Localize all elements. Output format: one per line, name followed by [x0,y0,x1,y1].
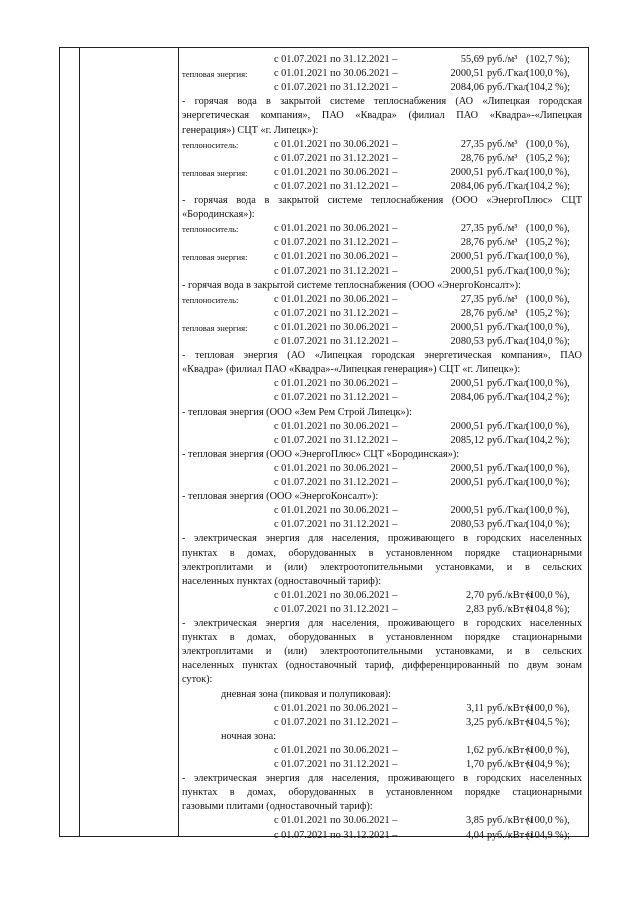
date-to: по 31.12.2021 – [327,265,398,277]
tariff-unit: руб./Гкал [487,82,529,94]
tariff-percent: (105,2 %); [526,237,571,249]
date-to: по 30.06.2021 – [327,462,398,474]
tariff-unit: руб./м³ [487,293,518,305]
tariff-percent: (104,8 %); [526,603,571,615]
tariff-value: 2000,51 [450,166,484,178]
tariff-value: 2000,51 [450,477,484,488]
tariff-percent: (100,0 %), [526,589,570,601]
tariff-percent: (102,7 %); [526,54,571,65]
row-label: теплоноситель: [182,224,239,235]
date-to: по 30.06.2021 – [327,251,398,263]
date-to: по 31.12.2021 – [327,152,398,164]
date-to: по 31.12.2021 – [327,82,398,94]
tariff-unit: руб./кВт·ч [487,716,533,728]
zone-heading: ночная зона: [221,730,277,742]
tariff-percent: (100,0 %), [526,702,570,714]
section-heading-line: - электрическая энергия для населения, проживающего в городских населенных [182,533,582,545]
tariff-unit: руб./м³ [487,152,518,164]
date-range: с 01.01.2021 по 30.06.2021 – [274,293,398,305]
tariff-unit: руб./Гкал [487,166,529,178]
tariff-unit: руб./м³ [487,54,518,65]
date-to: по 30.06.2021 – [327,293,398,305]
section-heading-line: «Квадра» (филиал ПАО «Квадра»-«Липецкая генерация») СЦТ «г. Липецк»): [182,364,521,376]
date-to: по 31.12.2021 – [327,829,398,841]
date-range: с 01.07.2021 по 31.12.2021 – [274,603,398,615]
tariff-percent: (100,0 %), [526,251,570,263]
section-heading-line: - горячая вода в закрытой системе теплоснабжения (ООО «ЭнергоПлюс» СЦТ [182,195,582,206]
table-border-right [588,47,589,837]
section-heading-line: - тепловая энергия (ООО «ЭнергоПлюс» СЦТ «Бородинская»): [182,448,460,460]
date-range: с 01.07.2021 по 31.12.2021 – [274,716,398,728]
date-range: с 01.01.2021 по 30.06.2021 – [274,702,398,714]
tariff-value: 28,76 [460,152,484,164]
date-to: по 31.12.2021 – [327,392,398,404]
date-to: по 30.06.2021 – [327,589,398,601]
row-label: теплоноситель: [182,294,239,305]
tariff-percent: (105,2 %); [526,152,571,164]
section-heading-line: электроплитами и (или) электроотопительными установками, и в сельских [182,646,582,658]
tariff-percent: (104,0 %); [526,336,571,347]
tariff-percent: (104,2 %); [526,392,571,404]
row-label: тепловая энергия: [182,322,248,333]
tariff-unit: руб./кВт·ч [487,702,533,714]
tariff-percent: (100,0 %), [526,505,570,517]
tariff-unit: руб./кВт·ч [487,744,533,756]
date-range: с 01.07.2021 по 31.12.2021 – [274,434,398,446]
date-range: с 01.07.2021 по 31.12.2021 – [274,477,398,488]
tariff-percent: (100,0 %), [526,166,570,178]
tariff-percent: (100,0 %), [526,293,570,305]
date-range: с 01.07.2021 по 31.12.2021 – [274,336,398,347]
date-range: с 01.07.2021 по 31.12.2021 – [274,237,398,249]
tariff-unit: руб./Гкал [487,519,529,531]
date-to: по 30.06.2021 – [327,223,398,235]
section-heading-line: - тепловая энергия (АО «Липецкая городская энергетическая компания», ПАО [182,350,582,362]
tariff-value: 1,62 [465,744,484,756]
tariff-percent: (100,0 %), [526,68,570,80]
tariff-unit: руб./кВт·ч [487,829,533,841]
date-to: по 30.06.2021 – [327,815,398,827]
zone-heading: дневная зона (пиковая и полупиковая): [221,688,391,700]
tariff-percent: (104,9 %); [526,829,571,841]
date-range: с 01.07.2021 по 31.12.2021 – [274,54,398,65]
date-range: с 01.01.2021 по 30.06.2021 – [274,166,398,178]
tariff-value: 2000,51 [450,68,484,80]
date-to: по 31.12.2021 – [327,54,398,65]
tariff-percent: (100,0 %), [526,420,570,432]
date-to: по 31.12.2021 – [327,519,398,531]
section-heading-line: газовыми плитами (одноставочный тариф): [182,801,373,813]
date-range: с 01.07.2021 по 31.12.2021 – [274,829,398,841]
tariff-unit: руб./Гкал [487,336,529,347]
date-range: с 01.01.2021 по 30.06.2021 – [274,462,398,474]
tariff-value: 2080,53 [450,336,484,347]
tariff-percent: (100,0 %), [526,378,570,390]
section-heading-line: населенных пунктах (одноставочный тариф): [182,575,382,587]
date-to: по 31.12.2021 – [327,434,398,446]
date-to: по 31.12.2021 – [327,716,398,728]
tariff-unit: руб./м³ [487,307,518,319]
section-heading-line: - тепловая энергия (ООО «Зем Рем Строй Липецк»): [182,406,412,418]
tariff-value: 27,35 [460,293,484,305]
date-range: с 01.01.2021 по 30.06.2021 – [274,815,398,827]
section-heading-line: генерация») СЦТ «г. Липецк»): [182,124,319,136]
date-to: по 31.12.2021 – [327,307,398,319]
date-to: по 30.06.2021 – [327,420,398,432]
tariff-unit: руб./кВт·ч [487,603,533,615]
date-to: по 30.06.2021 – [327,378,398,390]
tariff-percent: (100,0 %), [526,223,570,235]
tariff-percent: (104,0 %); [526,519,571,531]
tariff-unit: руб./Гкал [487,378,529,390]
tariff-percent: (104,2 %); [526,434,571,446]
date-to: по 30.06.2021 – [327,505,398,517]
date-to: по 30.06.2021 – [327,166,398,178]
date-range: с 01.07.2021 по 31.12.2021 – [274,265,398,277]
date-range: с 01.01.2021 по 30.06.2021 – [274,744,398,756]
tariff-row [182,828,586,844]
tariff-value: 2000,51 [450,378,484,390]
tariff-unit: руб./Гкал [487,462,529,474]
date-range: с 01.01.2021 по 30.06.2021 – [274,420,398,432]
row-label: тепловая энергия: [182,69,248,80]
date-range: с 01.07.2021 по 31.12.2021 – [274,307,398,319]
date-to: по 30.06.2021 – [327,744,398,756]
tariff-percent: (100,0 %); [526,265,571,277]
tariff-unit: руб./м³ [487,223,518,235]
tariff-unit: руб./м³ [487,138,518,150]
row-label: теплоноситель: [182,139,239,150]
tariff-value: 1,70 [465,759,484,770]
tariff-value: 55,69 [460,54,484,65]
tariff-value: 2000,51 [450,505,484,517]
section-heading-line: пунктах в домах, оборудованных в установленном порядке стационарными [182,632,582,644]
date-to: по 30.06.2021 – [327,321,398,333]
tariff-value: 27,35 [460,223,484,235]
section-heading-line: - тепловая энергия (ООО «ЭнергоКонсалт»): [182,491,379,503]
tariff-percent: (100,0 %), [526,321,570,333]
tariff-unit: руб./м³ [487,237,518,249]
tariff-unit: руб./Гкал [487,321,529,333]
tariff-unit: руб./Гкал [487,477,529,488]
date-range: с 01.01.2021 по 30.06.2021 – [274,68,398,80]
date-to: по 31.12.2021 – [327,336,398,347]
tariff-value: 2,70 [465,589,484,601]
row-label: тепловая энергия: [182,252,248,263]
tariff-value: 27,35 [460,138,484,150]
table-column-divider [178,47,179,837]
tariff-value: 2000,51 [450,251,484,263]
date-range: с 01.01.2021 по 30.06.2021 – [274,251,398,263]
section-heading-line: населенных пунктах (одноставочный тариф, дифференцированный по двум зонам [182,660,582,672]
section-heading-line: - электрическая энергия для населения, проживающего в городских населенных [182,773,582,785]
date-range: с 01.07.2021 по 31.12.2021 – [274,180,398,192]
tariff-percent: (100,0 %), [526,138,570,150]
tariff-value: 4,04 [465,829,484,841]
date-range: с 01.07.2021 по 31.12.2021 – [274,392,398,404]
tariff-unit: руб./Гкал [487,68,529,80]
date-range: с 01.01.2021 по 30.06.2021 – [274,589,398,601]
tariff-percent: (100,0 %), [526,815,570,827]
tariff-unit: руб./Гкал [487,265,529,277]
section-heading-line: электроплитами и (или) электроотопительными установками, и в сельских [182,561,582,573]
tariff-unit: руб./Гкал [487,251,529,263]
table-top-border [59,47,588,48]
tariff-value: 28,76 [460,237,484,249]
date-range: с 01.01.2021 по 30.06.2021 – [274,378,398,390]
tariff-value: 2000,51 [450,420,484,432]
date-to: по 31.12.2021 – [327,603,398,615]
tariff-value: 2000,51 [450,265,484,277]
tariff-unit: руб./кВт·ч [487,589,533,601]
section-heading-line: - горячая вода в закрытой системе теплоснабжения (АО «Липецкая городская [182,96,582,108]
date-to: по 30.06.2021 – [327,138,398,150]
date-range: с 01.01.2021 по 30.06.2021 – [274,321,398,333]
section-heading-line: суток): [182,674,213,686]
tariff-percent: (100,0 %), [526,462,570,474]
tariff-value: 2080,53 [450,519,484,531]
tariff-unit: руб./кВт·ч [487,759,533,770]
tariff-unit: руб./кВт·ч [487,815,533,827]
date-range: с 01.01.2021 по 30.06.2021 – [274,505,398,517]
tariff-value: 2085,12 [450,434,484,446]
tariff-value: 3,11 [466,702,484,714]
tariff-value: 2,83 [465,603,484,615]
tariff-percent: (104,5 %); [526,716,571,728]
section-heading-line: - горячая вода в закрытой системе теплоснабжения (ООО «ЭнергоКонсалт»): [182,279,521,291]
tariff-unit: руб./Гкал [487,420,529,432]
date-to: по 31.12.2021 – [327,180,398,192]
tariff-value: 2084,06 [450,82,484,94]
date-to: по 30.06.2021 – [327,68,398,80]
date-to: по 31.12.2021 – [327,759,398,770]
tariff-percent: (104,2 %); [526,82,571,94]
tariff-value: 2000,51 [450,321,484,333]
date-range: с 01.07.2021 по 31.12.2021 – [274,759,398,770]
date-to: по 31.12.2021 – [327,237,398,249]
section-heading-line: - электрическая энергия для населения, проживающего в городских населенных [182,618,582,629]
date-to: по 31.12.2021 – [327,477,398,488]
tariff-value: 3,85 [465,815,484,827]
table-border-left [59,47,60,837]
section-heading-line: энергетическая компания», ПАО «Квадра» (филиал ПАО «Квадра»-«Липецкая [182,110,582,122]
tariff-value: 28,76 [460,307,484,319]
tariff-unit: руб./Гкал [487,434,529,446]
table-column-divider [79,47,80,837]
tariff-percent: (100,0 %); [526,477,571,488]
tariff-unit: руб./Гкал [487,505,529,517]
tariff-value: 2000,51 [450,462,484,474]
date-range: с 01.07.2021 по 31.12.2021 – [274,82,398,94]
row-label: тепловая энергия: [182,167,248,178]
tariff-unit: руб./Гкал [487,180,529,192]
date-range: с 01.07.2021 по 31.12.2021 – [274,519,398,531]
date-range: с 01.01.2021 по 30.06.2021 – [274,138,398,150]
section-heading-line: пунктах в домах, оборудованных в установленном порядке стационарными [182,787,582,799]
tariff-unit: руб./Гкал [487,392,529,404]
date-to: по 30.06.2021 – [327,702,398,714]
tariff-percent: (104,2 %); [526,180,571,192]
date-range: с 01.07.2021 по 31.12.2021 – [274,152,398,164]
section-heading-line: пунктах в домах, оборудованных в установленном порядке стационарными [182,547,582,559]
tariff-percent: (104,9 %); [526,759,571,770]
tariff-value: 3,25 [465,716,484,728]
date-range: с 01.01.2021 по 30.06.2021 – [274,223,398,235]
tariff-value: 2084,06 [450,180,484,192]
section-heading-line: «Бородинская»): [182,209,255,221]
tariff-value: 2084,06 [450,392,484,404]
tariff-percent: (105,2 %); [526,307,571,319]
tariff-percent: (100,0 %), [526,744,570,756]
